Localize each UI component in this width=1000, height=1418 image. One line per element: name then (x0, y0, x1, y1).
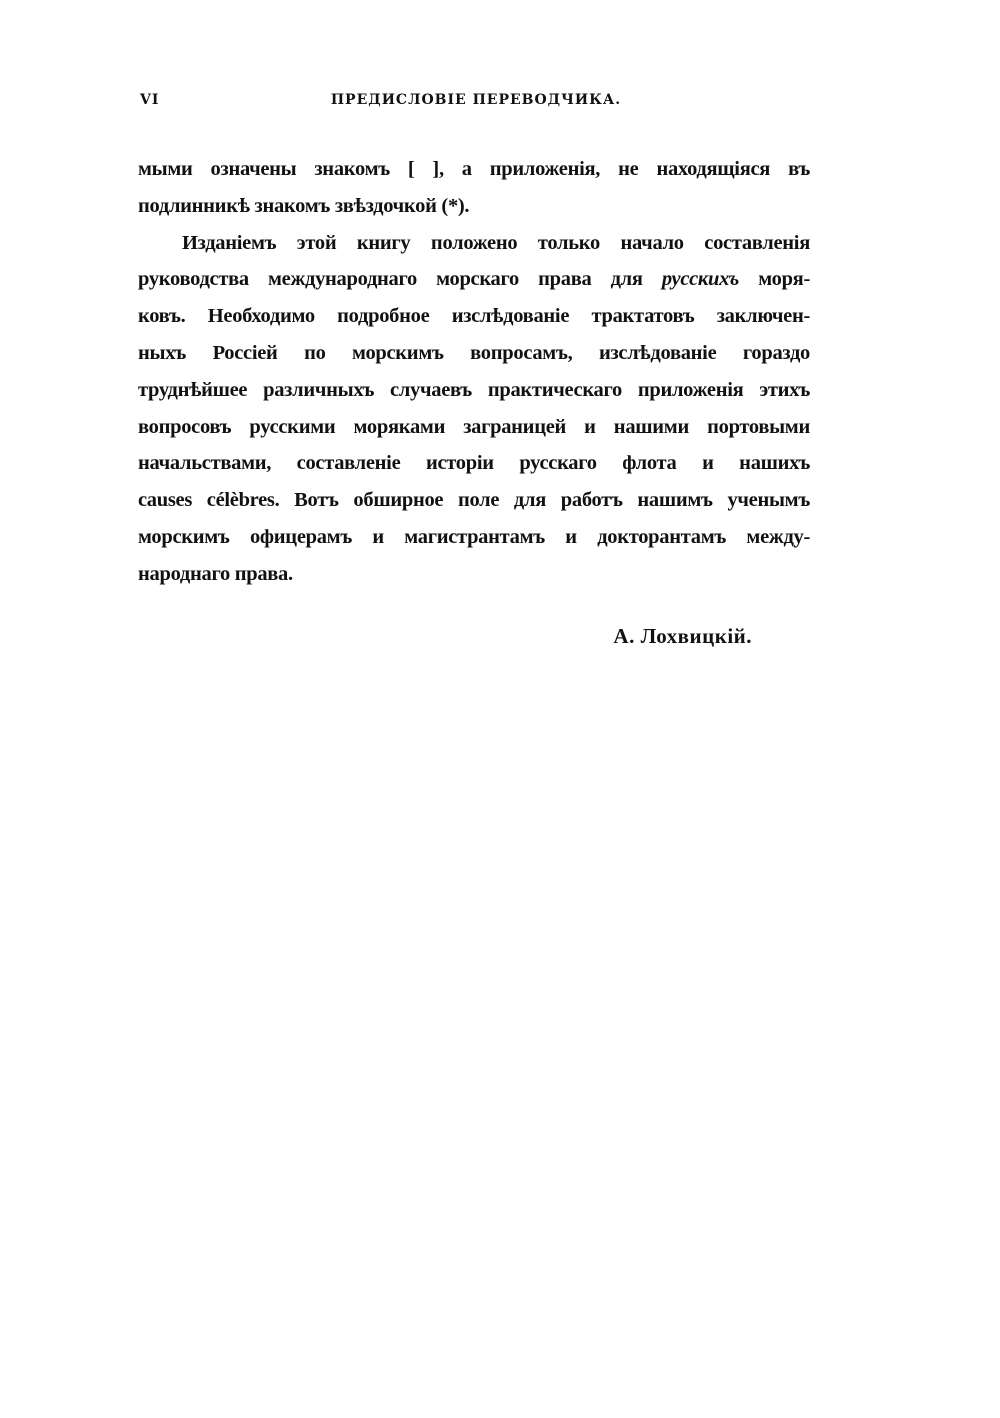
italic-word: русскихъ (661, 268, 740, 291)
text-segment: моря- (739, 268, 811, 291)
text-line: causes célèbres. Вотъ обширное поле для работъ нашимъ ученымъ (138, 489, 810, 512)
text-segment: руководства международнаго морскаго права для (138, 268, 662, 291)
text-line: ныхъ Россіей по морскимъ вопросамъ, изслѣдованіе гораздо (138, 341, 810, 364)
signature: А. Лохвицкій. (613, 624, 752, 648)
body-text (138, 151, 810, 593)
text-line: труднѣйшее различныхъ случаевъ практическаго приложенія этихъ (138, 378, 810, 401)
page-header (140, 92, 812, 116)
text-line (138, 261, 810, 298)
running-title: ПРЕДИСЛОВІЕ ПЕРЕВОДЧИКА. (330, 92, 622, 108)
text-line: мыми означены знакомъ [ ], а приложенія, не находящіяся въ (138, 158, 810, 180)
text-line: морскимъ офицерамъ и магистрантамъ и докторантамъ между- (138, 525, 810, 548)
text-line: Изданіемъ этой книгу положено только начало составленія (182, 231, 810, 254)
text-line: подлинникѣ знакомъ звѣздочкой (*). (138, 194, 470, 217)
page-number: VI (140, 92, 160, 108)
text-line: начальствами, составленіе исторіи русскаго флота и нашихъ (138, 452, 810, 475)
text-line: ковъ. Необходимо подробное изслѣдованіе трактатовъ заключен- (138, 305, 810, 328)
text-line: вопросовъ русскими моряками заграницей и нашими портовыми (138, 415, 810, 438)
text-line: народнаго права. (138, 562, 293, 585)
